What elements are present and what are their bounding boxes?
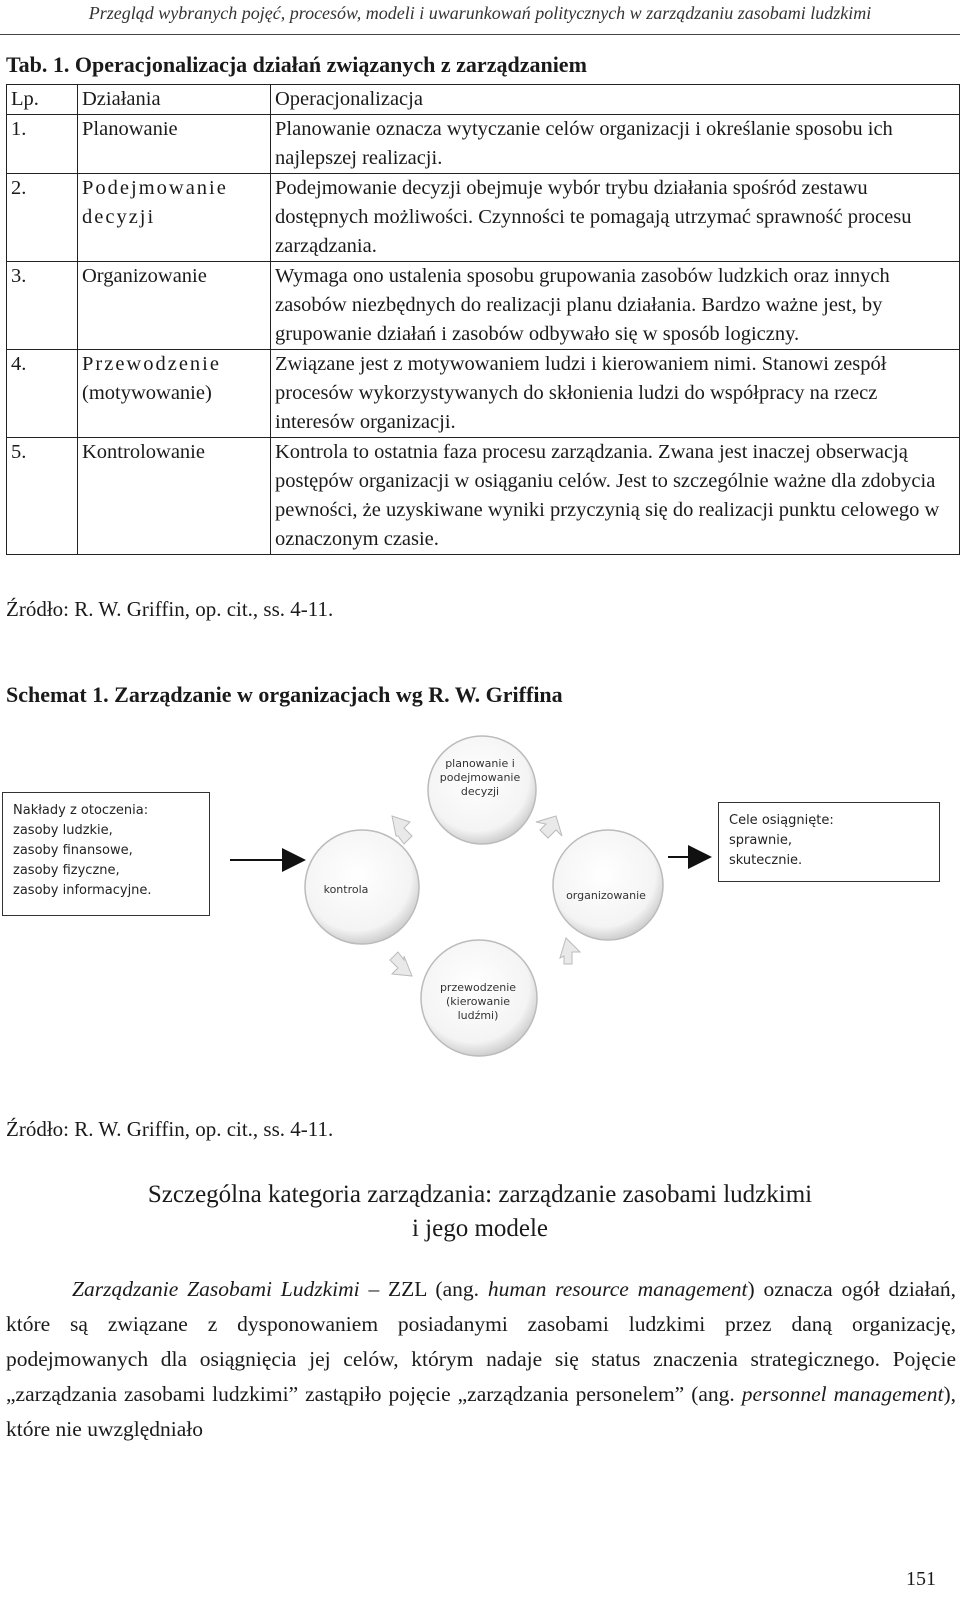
management-cycle-diagram	[0, 730, 960, 1080]
table-source: Źródło: R. W. Griffin, op. cit., ss. 4-11.	[6, 597, 334, 621]
term-en2-italic: personnel management	[741, 1382, 944, 1406]
row-text: Kontrola to ostatnia faza procesu zarządzania. Zwana jest inaczej obserwacją postępów organizacji w osiąganiu celów. Jest to szczególnie ważne dla zdobycia pewności, że uzyskiwane wyniki przyczynią się do realizacji punktu celowego w oznaczonym czasie.	[271, 438, 960, 555]
label-line: organizowanie	[566, 889, 646, 902]
header-action: Działania	[78, 85, 271, 115]
output-box-item: skutecznie.	[729, 853, 803, 868]
row-action	[78, 262, 271, 350]
term-italic: Zarządzanie Zasobami Ludzkimi	[72, 1277, 360, 1301]
row-text: Podejmowanie decyzji obejmuje wybór trybu działania spośród zestawu dostępnych możliwości. Czynności te pomagają utrzymać sprawność procesu zarządzania.	[271, 174, 960, 262]
row-lp: 4.	[7, 350, 78, 438]
label-leading	[440, 981, 516, 1023]
label-line: przewodzenie	[439, 981, 517, 994]
section-title: Szczególna kategoria zarządzania: zarządzanie zasobami ludzkimi	[147, 1181, 813, 1208]
row-text: Planowanie oznacza wytyczanie celów organizacji i określanie sposobu ich najlepszej realizacji.	[271, 115, 960, 174]
row-action-label-2: (motywowanie)	[82, 382, 212, 404]
abbr-text: – ZZL (ang.	[359, 1277, 488, 1301]
paragraph-text: ) oznacza ogół działań, które są związane z dysponowaniem posiadanymi zasobami ludzkimi przez daną organizację, podejmowanych dla osiągnięcia jej celów, którym nadaje się status znaczenia strategicznego. Pojęcie „zarządzania zasobami ludzkimi” zastąpiło pojęcie „zarządzania personelem” (ang.	[6, 1277, 956, 1406]
row-text: Wymaga ono ustalenia sposobu grupowania zasobów ludzkich oraz innych zasobów niezbędnych do realizacji planu działania. Bardzo ważne jest, by grupowanie działań i zasobów odbywało się w sposób logiczny.	[271, 262, 960, 350]
label-line: ludźmi)	[457, 1009, 499, 1022]
table-row	[7, 262, 960, 350]
table-caption: Tab. 1. Operacjonalizacja działań związanych z zarządzaniem	[6, 52, 587, 77]
table-row	[7, 174, 960, 262]
input-box-item: zasoby informacyjne.	[13, 883, 152, 898]
output-goals-box	[718, 802, 940, 882]
row-action-label: Planowanie	[82, 118, 178, 140]
operationalization-table	[6, 84, 960, 555]
output-box-item: sprawnie,	[729, 833, 792, 848]
row-action-label: Kontrolowanie	[82, 441, 205, 463]
label-line: podejmowanie	[439, 771, 521, 784]
header-operationalization: Operacjonalizacja	[271, 85, 960, 115]
row-lp: 5.	[7, 438, 78, 555]
label-control	[324, 883, 369, 897]
label-line: planowanie i	[445, 757, 515, 770]
row-action	[78, 174, 271, 262]
table-header-row	[7, 85, 960, 115]
header-lp: Lp.	[7, 85, 78, 115]
curved-arrow-icon	[536, 816, 562, 838]
curved-arrow-icon	[390, 952, 412, 976]
label-planning	[440, 757, 521, 799]
page-number: 151	[906, 1568, 936, 1590]
row-action	[78, 115, 271, 174]
row-action-label-2: decyzji	[82, 206, 156, 228]
curved-arrow-icon	[560, 938, 580, 964]
label-line: (kierowanie	[445, 995, 511, 1008]
label-line: kontrola	[323, 883, 369, 896]
input-resources-box	[2, 792, 210, 916]
table-row	[7, 438, 960, 555]
row-action-label: Podejmowanie	[82, 177, 228, 199]
input-box-title: Nakłady z otoczenia:	[13, 803, 149, 818]
label-organizing	[566, 889, 646, 903]
input-box-item: zasoby fizyczne,	[13, 863, 120, 878]
term-en-italic: human resource management	[487, 1277, 748, 1301]
row-lp: 3.	[7, 262, 78, 350]
scheme-caption: Schemat 1. Zarządzanie w organizacjach wg R. W. Griffina	[6, 682, 563, 707]
scheme-source: Źródło: R. W. Griffin, op. cit., ss. 4-11.	[6, 1117, 334, 1141]
circle-organizing	[553, 830, 663, 940]
output-box-title: Cele osiągnięte:	[729, 813, 834, 828]
row-lp: 1.	[7, 115, 78, 174]
label-line: decyzji	[460, 785, 500, 798]
table-row	[7, 350, 960, 438]
body-paragraph	[6, 1272, 956, 1447]
table-row	[7, 115, 960, 174]
row-text: Związane jest z motywowaniem ludzi i kierowaniem nimi. Stanowi zespół procesów wykorzystywanych do skłonienia ludzi do współpracy na rzecz interesów organizacji.	[271, 350, 960, 438]
row-action	[78, 438, 271, 555]
row-action	[78, 350, 271, 438]
row-lp: 2.	[7, 174, 78, 262]
input-box-item: zasoby finansowe,	[13, 843, 133, 858]
section-title-line2: i jego modele	[411, 1215, 549, 1242]
row-action-label: Organizowanie	[82, 265, 207, 287]
paragraph-text-end: ), które nie uwzględniało	[6, 1382, 956, 1441]
running-header: Przegląd wybranych pojęć, procesów, modeli i uwarunkowań politycznych w zarządzaniu zasobami ludzkimi	[0, 0, 960, 35]
input-box-item: zasoby ludzkie,	[13, 823, 113, 838]
row-action-label: Przewodzenie	[82, 353, 221, 375]
